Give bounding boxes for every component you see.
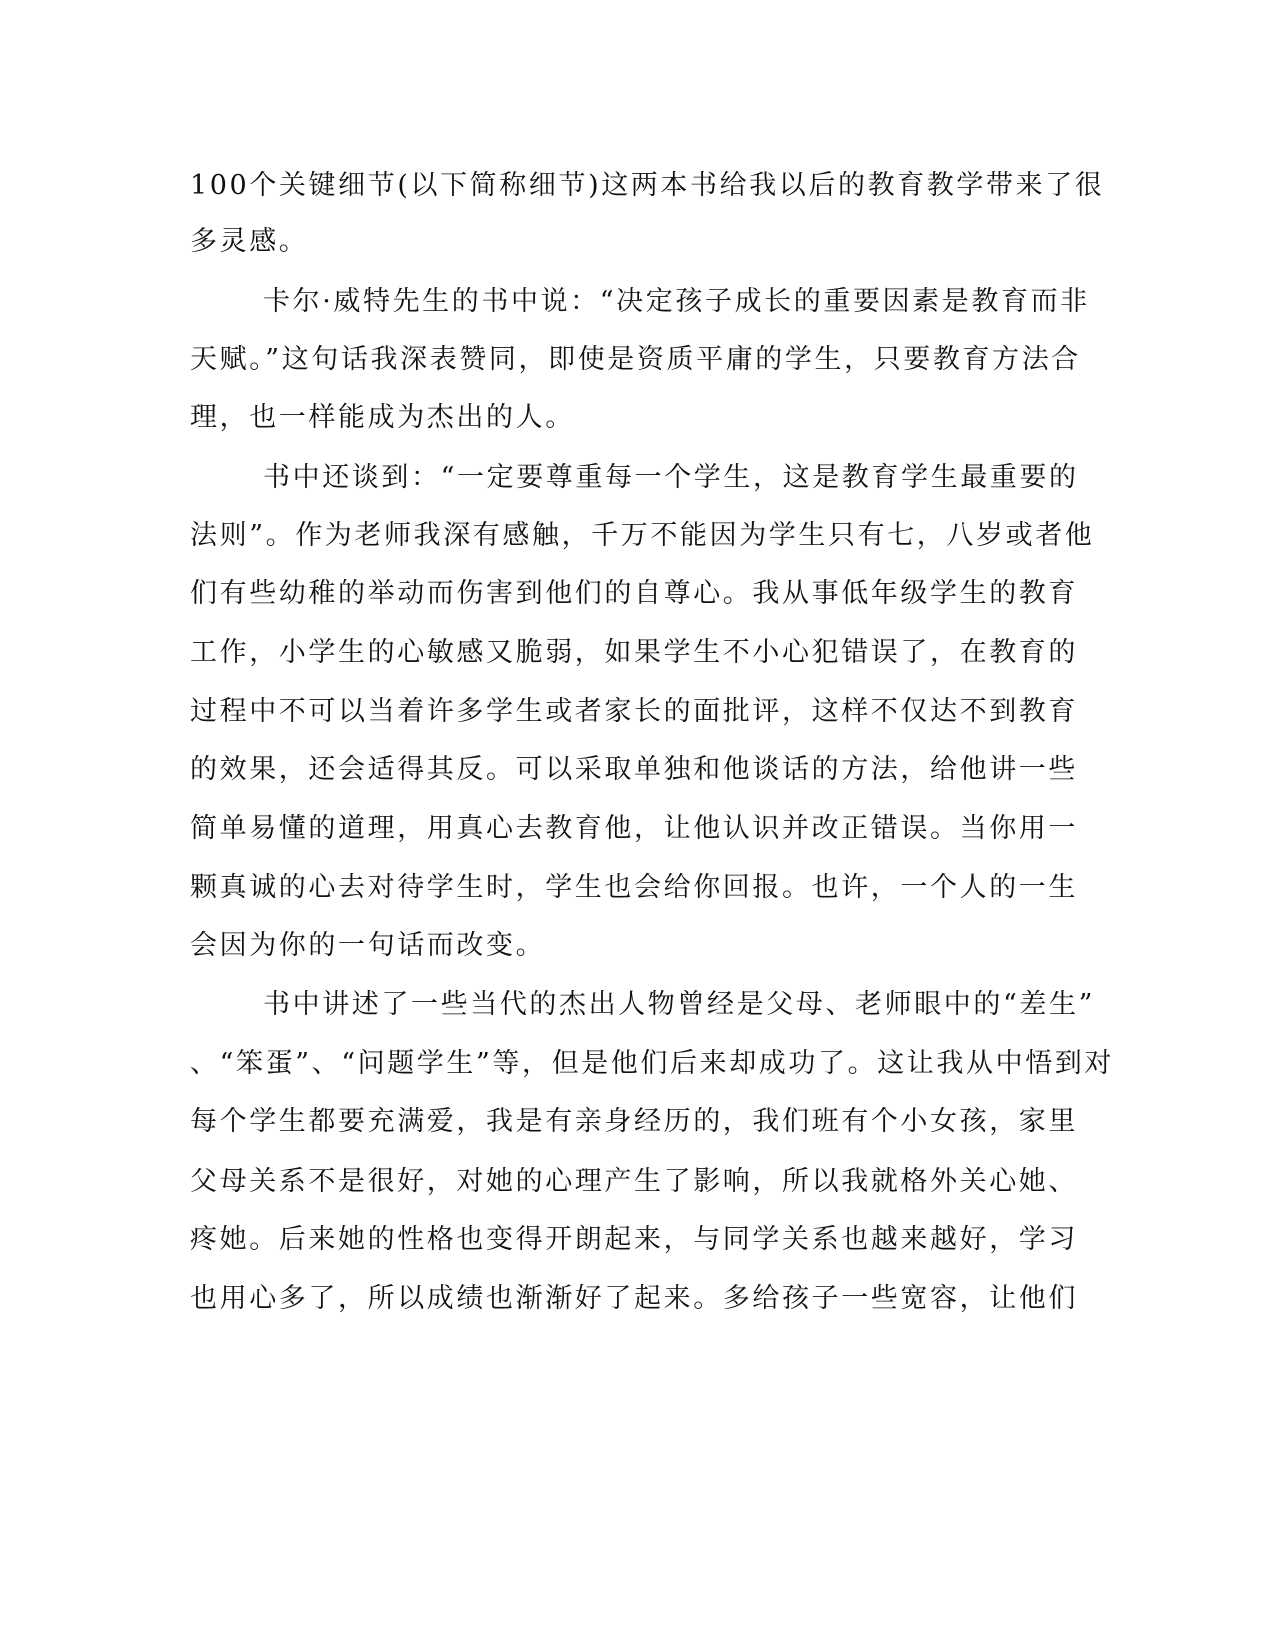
text-line: 疼她。后来她的性格也变得开朗起来，与同学关系也越来越好，学习 [190,1224,1078,1255]
text-line: 、“笨蛋”、“问题学生”等，但是他们后来却成功了。这让我从中悟到对 [190,1048,1115,1079]
text-line: 颗真诚的心去对待学生时，学生也会给你回报。也许，一个人的一生 [190,872,1078,903]
text-line: 会因为你的一句话而改变。 [190,930,546,961]
text-line: 理，也一样能成为杰出的人。 [190,402,575,433]
text-line: 书中还谈到：“一定要尊重每一个学生，这是教育学生最重要的 [263,462,1079,493]
text-line: 简单易懂的道理，用真心去教育他，让他认识并改正错误。当你用一 [190,813,1078,844]
text-line: 父母关系不是很好，对她的心理产生了影响，所以我就格外关心她、 [190,1166,1078,1197]
text-line: 天赋。”这句话我深表赞同，即使是资质平庸的学生，只要教育方法合 [190,344,1081,375]
text-line: 卡尔·威特先生的书中说：“决定孩子成长的重要因素是教育而非 [263,286,1090,317]
text-line: 每个学生都要充满爱，我是有亲身经历的，我们班有个小女孩，家里 [190,1106,1078,1137]
text-line: 100个关键细节(以下简称细节)这两本书给我以后的教育教学带来了很 [190,170,1105,201]
text-line: 工作，小学生的心敏感又脆弱，如果学生不小心犯错误了，在教育的 [190,637,1078,668]
text-line: 们有些幼稚的举动而伤害到他们的自尊心。我从事低年级学生的教育 [190,578,1078,609]
text-line: 法则”。作为老师我深有感触，千万不能因为学生只有七，八岁或者他 [190,520,1095,551]
text-line: 的效果，还会适得其反。可以采取单独和他谈话的方法，给他讲一些 [190,754,1078,785]
text-line: 过程中不可以当着许多学生或者家长的面批评，这样不仅达不到教育 [190,696,1078,727]
text-line: 多灵感。 [190,226,309,257]
text-line: 书中讲述了一些当代的杰出人物曾经是父母、老师眼中的“差生” [263,989,1096,1020]
text-line: 也用心多了，所以成绩也渐渐好了起来。多给孩子一些宽容，让他们 [190,1283,1078,1314]
